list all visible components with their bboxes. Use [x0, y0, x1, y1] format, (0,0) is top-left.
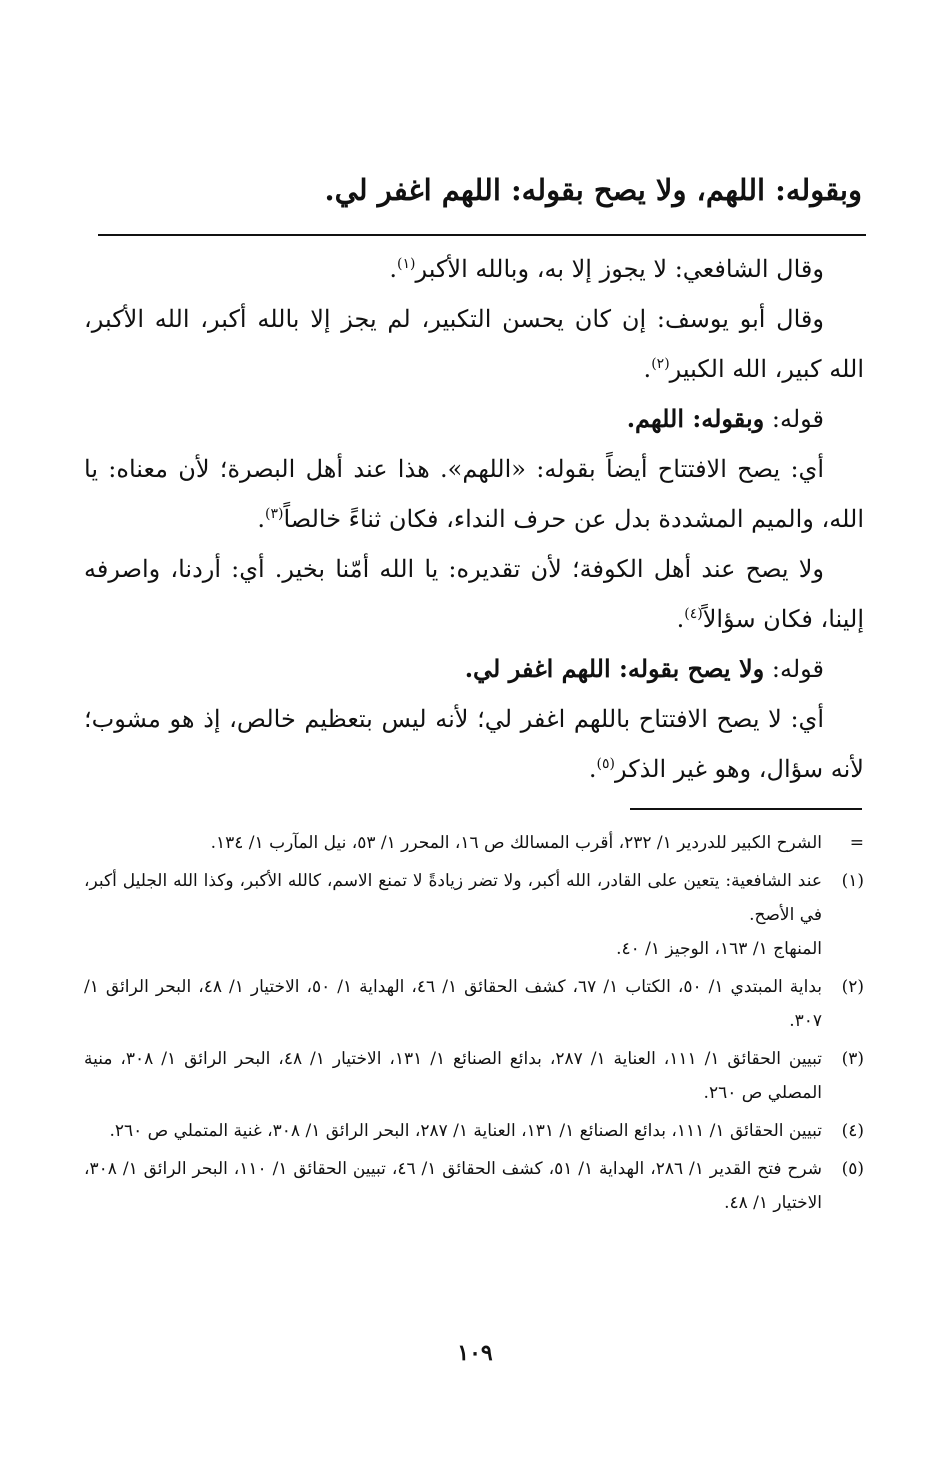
paragraph-end: . — [389, 255, 397, 283]
footnote-number: = — [849, 833, 864, 853]
paragraph-kufa — [84, 544, 864, 644]
heading-divider — [98, 234, 866, 236]
paragraph-text: ولا يصح عند أهل الكوفة؛ لأن تقديره: يا الله أمّنا بخير. أي: أردنا، واصرفه إلينا، فكان سؤالاً — [84, 555, 864, 633]
footnote-marker[interactable]: (٤) — [684, 606, 703, 622]
footnote-text: شرح فتح القدير ١/ ٢٨٦، الهداية ١/ ٥١، كشف الحقائق ١/ ٤٦، تبيين الحقائق ١/ ١١٠، البحر الرائق ١/ ٣٠٨، الاختيار ١/ ٤٨. — [84, 1159, 823, 1213]
paragraph-not-valid — [84, 694, 864, 794]
paragraph-basra — [84, 444, 864, 544]
paragraph-text: وقال الشافعي: لا يجوز إلا به، وبالله الأكبر — [415, 255, 824, 283]
footnote-number: (٢) — [841, 977, 864, 997]
paragraph-end: . — [588, 755, 597, 783]
quote-bold: وبقوله: اللهم. — [626, 404, 765, 433]
quote-allahumma — [84, 394, 864, 444]
paragraph-shafii — [84, 244, 864, 294]
matn-heading — [82, 166, 862, 214]
footnote-text: الشرح الكبير للدردير ١/ ٢٣٢، أقرب المسالك ص ١٦، المحرر ١/ ٥٣، نيل المآرب ١/ ١٣٤. — [210, 833, 822, 853]
footnote-text: تبيين الحقائق ١/ ١١١، العناية ١/ ٢٨٧، بدائع الصنائع ١/ ١٣١، الاختيار ١/ ٤٨، البحر الرائق ١/ ٣٠٨، منية المصلي ص ٢٦٠. — [84, 1049, 822, 1103]
quote-lead: قوله: — [771, 405, 824, 433]
quote-lead: قوله: — [771, 655, 824, 683]
quote-bold: ولا يصح بقوله: اللهم اغفر لي. — [464, 654, 765, 683]
quote-ighfir-li — [84, 644, 864, 694]
footnote-marker[interactable]: (٣) — [264, 506, 284, 522]
footnote-marker[interactable]: (٥) — [596, 756, 615, 772]
page-number: ١٠٩ — [457, 1340, 493, 1366]
paragraph-text: أي: يصح الافتتاح أيضاً بقوله: «اللهم». هذا عند أهل البصرة؛ لأن معناه: يا الله، والميم المشددة بدل عن حرف النداء، فكان ثناءً خالصاً — [84, 455, 864, 533]
footnote-2 — [84, 970, 864, 1038]
footnote-number: (١) — [841, 871, 864, 891]
heading-text: وبقوله: اللهم، ولا يصح بقوله: اللهم اغفر لي. — [324, 173, 862, 207]
paragraph-text: أي: لا يصح الافتتاح باللهم اغفر لي؛ لأنه ليس بتعظيم خالص، إذ هو مشوب؛ لأنه سؤال، وهو غير الذكر — [84, 705, 864, 783]
footnote-5 — [84, 1152, 864, 1220]
paragraph-end: . — [643, 355, 652, 383]
commentary-body — [84, 244, 864, 794]
paragraph-text: وقال أبو يوسف: إن كان يحسن التكبير، لم يجز إلا بالله أكبر، الله الأكبر، الله كبير، الله الكبير — [84, 305, 864, 383]
footnote-number: (٤) — [841, 1121, 864, 1141]
footnote-line: عند الشافعية: يتعين على القادر، الله أكبر، ولا تضر زيادةً لا تمنع الاسم، كالله الأكبر، وكذا الله الجليل أكبر، في الأصح. — [84, 871, 822, 925]
footnote-text: تبيين الحقائق ١/ ١١١، بدائع الصنائع ١/ ١٣١، العناية ١/ ٢٨٧، البحر الرائق ١/ ٣٠٨، غنية المتملي ص ٢٦٠. — [109, 1121, 822, 1141]
footnote-marker[interactable]: (١) — [397, 256, 416, 272]
footnotes — [84, 826, 864, 1224]
footnote-continuation — [84, 826, 864, 860]
footnote-number: (٣) — [841, 1049, 864, 1069]
footnote-4 — [84, 1114, 864, 1148]
footnote-text: بداية المبتدي ١/ ٥٠، الكتاب ١/ ٦٧، كشف الحقائق ١/ ٤٦، الهداية ١/ ٥٠، الاختيار ١/ ٤٨، البحر الرائق ١/ ٣٠٧. — [84, 977, 822, 1031]
footnote-line: المنهاج ١/ ١٦٣، الوجيز ١/ ٤٠. — [616, 939, 822, 959]
footnote-text — [84, 864, 822, 966]
paragraph-end: . — [676, 605, 685, 633]
footnote-3 — [84, 1042, 864, 1110]
paragraph-end: . — [257, 505, 265, 533]
footnote-number: (٥) — [841, 1159, 864, 1179]
footnote-1 — [84, 864, 864, 966]
footnote-divider — [630, 808, 862, 810]
paragraph-abu-yusuf — [84, 294, 864, 394]
footnote-marker[interactable]: (٢) — [651, 356, 670, 372]
